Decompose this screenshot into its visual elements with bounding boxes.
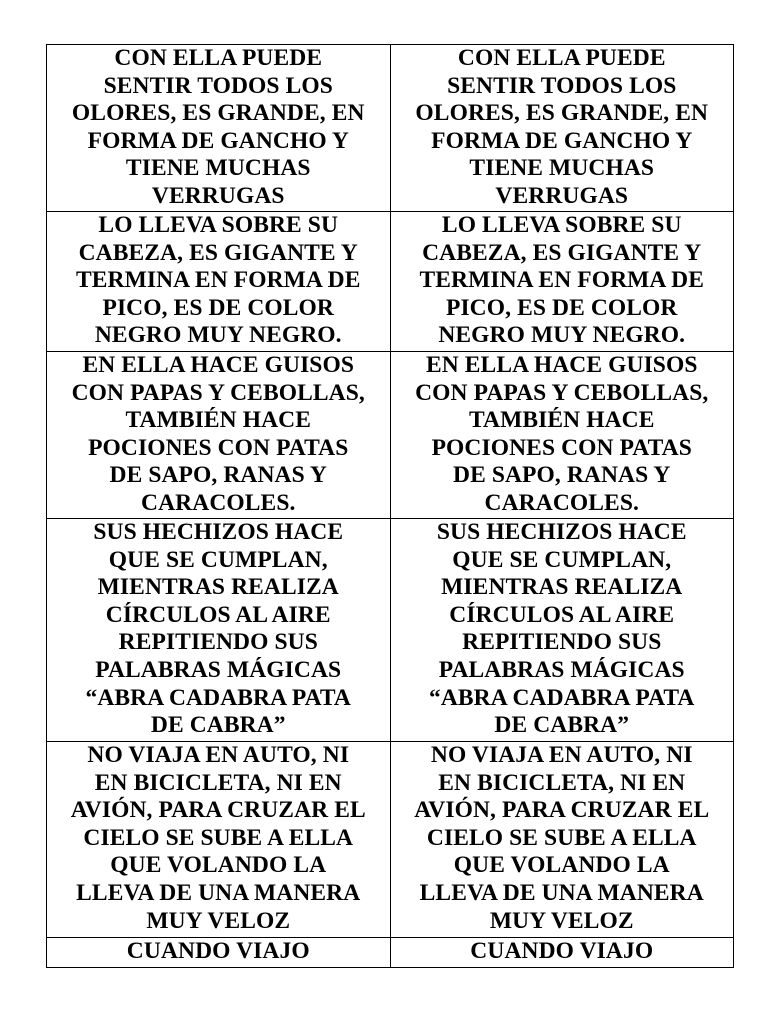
card-cell-left: CON ELLA PUEDE SENTIR TODOS LOS OLORES, ES GRANDE, EN FORMA DE GANCHO Y TIENE MUCHAS VERRUGAS: [47, 45, 391, 212]
table-row: [47, 938, 734, 968]
card-cell-right: EN ELLA HACE GUISOS CON PAPAS Y CEBOLLAS, TAMBIÉN HACE POCIONES CON PATAS DE SAPO, RANAS Y CARACOLES.: [390, 352, 734, 519]
table-row: [47, 742, 734, 938]
card-cell-right: LO LLEVA SOBRE SU CABEZA, ES GIGANTE Y TERMINA EN FORMA DE PICO, ES DE COLOR NEGRO MUY NEGRO.: [390, 212, 734, 352]
table-row: [47, 45, 734, 212]
card-cell-right: NO VIAJA EN AUTO, NI EN BICICLETA, NI EN AVIÓN, PARA CRUZAR EL CIELO SE SUBE A ELLA QUE VOLANDO LA LLEVA DE UNA MANERA MUY VELOZ: [390, 742, 734, 938]
riddle-cards-table: [46, 44, 734, 968]
card-cell-left: CUANDO VIAJO: [47, 938, 391, 968]
card-cell-right: CON ELLA PUEDE SENTIR TODOS LOS OLORES, ES GRANDE, EN FORMA DE GANCHO Y TIENE MUCHAS VERRUGAS: [390, 45, 734, 212]
card-cell-left: LO LLEVA SOBRE SU CABEZA, ES GIGANTE Y TERMINA EN FORMA DE PICO, ES DE COLOR NEGRO MUY NEGRO.: [47, 212, 391, 352]
card-cell-right: CUANDO VIAJO: [390, 938, 734, 968]
table-row: [47, 212, 734, 352]
card-cell-right: SUS HECHIZOS HACE QUE SE CUMPLAN, MIENTRAS REALIZA CÍRCULOS AL AIRE REPITIENDO SUS PALABRAS MÁGICAS “ABRA CADABRA PATA DE CABRA”: [390, 519, 734, 742]
card-cell-left: SUS HECHIZOS HACE QUE SE CUMPLAN, MIENTRAS REALIZA CÍRCULOS AL AIRE REPITIENDO SUS PALABRAS MÁGICAS “ABRA CADABRA PATA DE CABRA”: [47, 519, 391, 742]
table-row: [47, 519, 734, 742]
card-cell-left: EN ELLA HACE GUISOS CON PAPAS Y CEBOLLAS, TAMBIÉN HACE POCIONES CON PATAS DE SAPO, RANAS Y CARACOLES.: [47, 352, 391, 519]
card-cell-left: NO VIAJA EN AUTO, NI EN BICICLETA, NI EN AVIÓN, PARA CRUZAR EL CIELO SE SUBE A ELLA QUE VOLANDO LA LLEVA DE UNA MANERA MUY VELOZ: [47, 742, 391, 938]
table-row: [47, 352, 734, 519]
